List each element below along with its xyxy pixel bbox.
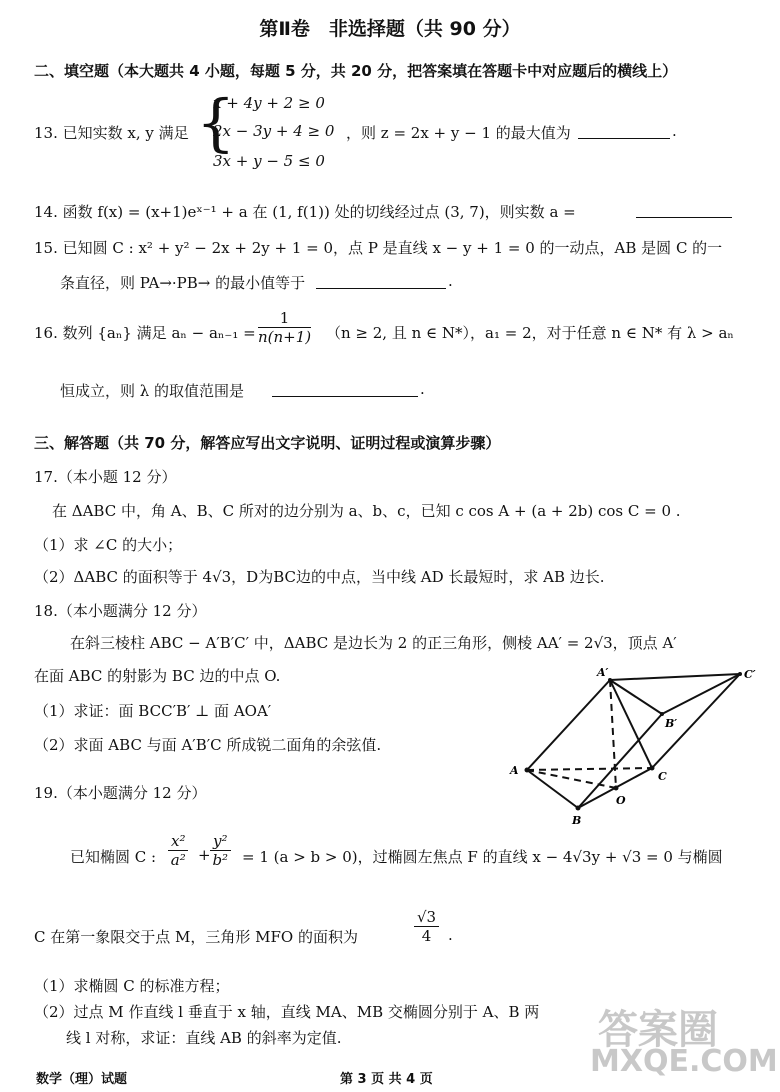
q16-answer-blank[interactable]	[272, 382, 418, 397]
q19-suffix: = 1 (a > b > 0)，过椭圆左焦点 F 的直线 x − 4√3y + √3 = 0 与椭圆	[242, 848, 723, 866]
q16-line2: 恒成立，则 λ 的取值范围是	[60, 382, 245, 400]
footer-subject: 数学（理）试题	[36, 1072, 128, 1087]
q19-line2-end: .	[448, 926, 453, 944]
q16-end: .	[420, 380, 425, 398]
q19-f2-denominator: b²	[212, 851, 229, 869]
q16-prefix: 16. 数列 {aₙ} 满足 aₙ − aₙ₋₁ =	[34, 324, 256, 342]
q19-prefix: 已知椭圆 C :	[70, 848, 157, 866]
q19-area-fraction	[412, 908, 441, 945]
q18-line1: 在斜三棱柱 ABC − A′B′C′ 中，ΔABC 是边长为 2 的正三角形，侧棱 AA′ = 2√3，顶点 A′	[70, 634, 677, 652]
prism-figure	[500, 660, 775, 830]
figure-label-c: C	[658, 770, 667, 783]
q17-part1: （1）求 ∠C 的大小；	[34, 536, 183, 554]
page-title: 第Ⅱ卷 非选择题（共 90 分）	[259, 18, 521, 40]
figure-label-a-prime: A′	[597, 666, 609, 679]
q13-answer-blank[interactable]	[578, 124, 670, 139]
q19-area-numerator: √3	[414, 908, 439, 927]
q19-part1: （1）求椭圆 C 的标准方程；	[34, 977, 230, 995]
q17-body: 在 ΔABC 中，角 A、B、C 所对的边分别为 a、b、c，已知 c cos A + (a + 2b) cos C = 0 .	[52, 502, 681, 520]
q18-part2: （2）求面 ABC 与面 A′B′C 所成锐二面角的余弦值.	[34, 736, 382, 754]
footer-page-number: 第 3 页 共 4 页	[340, 1072, 433, 1087]
watermark-logo: 答案圈	[598, 1007, 718, 1053]
q19-f1-denominator: a²	[170, 851, 186, 869]
q17-header: 17.（本小题 12 分）	[34, 468, 177, 486]
q15-line1: 15. 已知圆 C : x² + y² − 2x + 2y + 1 = 0，点 P 是直线 x − y + 1 = 0 的一动点，AB 是圆 C 的一	[34, 239, 723, 257]
q16-suffix: （n ≥ 2, 且 n ∈ N*），a₁ = 2，对于任意 n ∈ N* 有 λ > aₙ	[326, 324, 734, 342]
q19-area-denominator: 4	[421, 927, 432, 945]
q19-part2-line2: 线 l 对称，求证：直线 AB 的斜率为定值.	[66, 1029, 342, 1047]
figure-label-b: B	[572, 814, 582, 827]
q15-answer-blank[interactable]	[316, 274, 446, 289]
section-3-heading: 三、解答题（共 70 分，解答应写出文字说明、证明过程或演算步骤）	[34, 434, 501, 452]
q13-constraint-3: 3x + y − 5 ≤ 0	[213, 152, 325, 170]
q13-constraint-2: 2x − 3y + 4 ≥ 0	[213, 122, 335, 140]
q13-brace: {	[196, 86, 236, 159]
q19-fraction-x	[166, 832, 190, 869]
q15-end: .	[448, 272, 453, 290]
q17-part2: （2）ΔABC 的面积等于 4√3，D为BC边的中点，当中线 AD 长最短时，求 AB 边长.	[34, 568, 605, 586]
figure-label-c-prime: C′	[744, 668, 756, 681]
q18-part1: （1）求证：面 BCC′B′ ⊥ 面 AOA′	[34, 702, 272, 720]
q19-plus: +	[198, 846, 211, 864]
figure-label-o: O	[616, 794, 626, 807]
q19-header: 19.（本小题满分 12 分）	[34, 784, 207, 802]
q19-f1-numerator: x²	[168, 832, 188, 851]
q14-answer-blank[interactable]	[636, 203, 732, 218]
figure-label-a: A	[510, 764, 519, 777]
q19-part2-line1: （2）过点 M 作直线 l 垂直于 x 轴，直线 MA、MB 交椭圆分别于 A、B 两	[34, 1003, 540, 1021]
q16-fraction	[256, 309, 313, 346]
section-2-heading: 二、填空题（本大题共 4 小题，每题 5 分，共 20 分，把答案填在答题卡中对应题后的横线上）	[34, 62, 678, 80]
q13-constraint-1: x + 4y + 2 ≥ 0	[213, 94, 325, 112]
q19-line2-prefix: C 在第一象限交于点 M，三角形 MFO 的面积为	[34, 928, 358, 946]
q13-suffix: ，则 z = 2x + y − 1 的最大值为	[346, 124, 571, 142]
q16-frac-numerator: 1	[258, 309, 311, 328]
q18-header: 18.（本小题满分 12 分）	[34, 602, 207, 620]
watermark-url: MXQE.COM	[590, 1044, 778, 1079]
q16-frac-denominator: n(n+1)	[258, 328, 312, 346]
q18-line2: 在面 ABC 的射影为 BC 边的中点 O.	[34, 667, 281, 685]
q13-prefix: 13. 已知实数 x, y 满足	[34, 124, 189, 142]
q14-text: 14. 函数 f(x) = (x+1)eˣ⁻¹ + a 在 (1, f(1)) 处的切线经过点 (3, 7)，则实数 a =	[34, 203, 576, 221]
q19-f2-numerator: y²	[210, 832, 231, 851]
q13-end: .	[672, 122, 677, 140]
q15-line2: 条直径，则 PA→·PB→ 的最小值等于	[60, 274, 306, 292]
q19-fraction-y	[208, 832, 233, 869]
figure-label-b-prime: B′	[665, 717, 678, 730]
